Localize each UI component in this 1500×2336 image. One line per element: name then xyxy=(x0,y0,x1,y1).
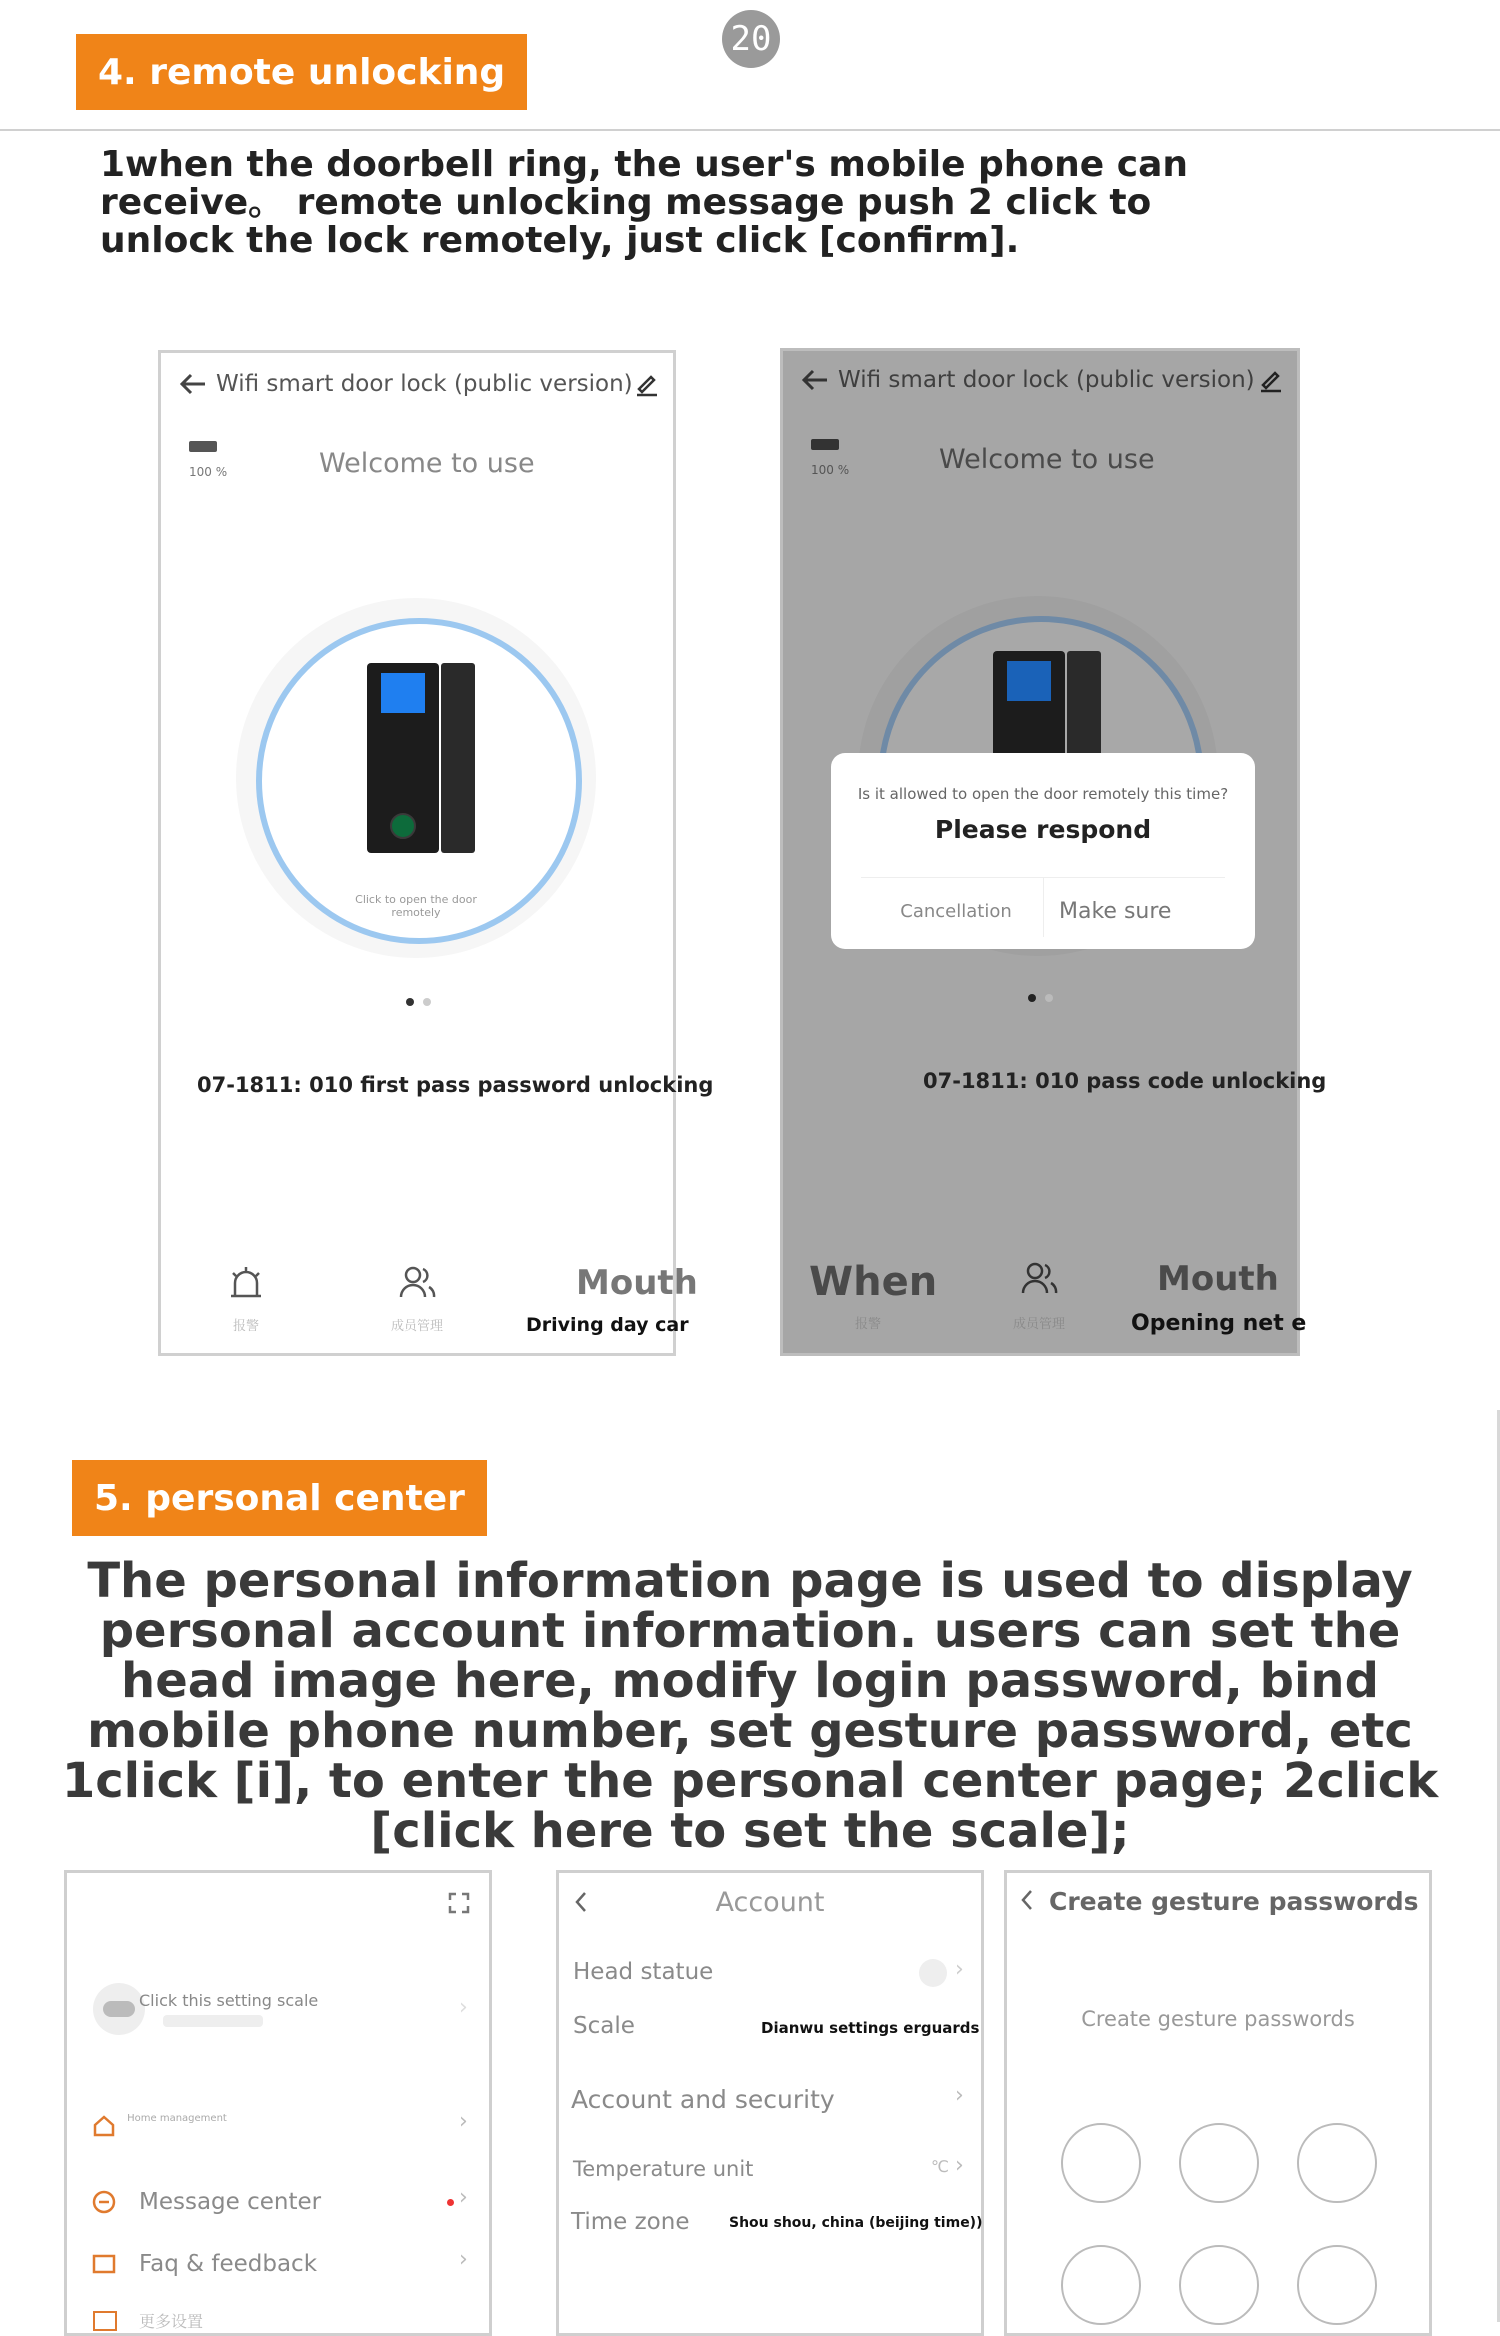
message-icon[interactable] xyxy=(91,2189,117,2215)
unlock-log: 07-1811: 010 first pass password unlocking xyxy=(197,1073,714,1097)
temperature-unit-label[interactable]: Temperature unit xyxy=(573,2157,754,2181)
battery-level: 100 % xyxy=(189,465,228,479)
pager-dot xyxy=(423,998,431,1006)
remote-unlock-dialog xyxy=(831,753,1255,949)
avatar-placeholder-icon xyxy=(103,2001,135,2017)
settings-icon[interactable] xyxy=(93,2311,117,2331)
page-number-badge: 20 xyxy=(722,10,780,68)
lock-handle-image xyxy=(441,663,475,853)
setting-scale-hint[interactable]: Click this setting scale xyxy=(139,1991,319,2010)
scale-value[interactable]: Dianwu settings erguards xyxy=(761,2019,980,2037)
welcome-text: Welcome to use xyxy=(939,444,1155,475)
account-screen xyxy=(556,1870,984,2336)
chevron-right-icon[interactable]: › xyxy=(459,2247,468,2272)
members-icon[interactable] xyxy=(399,1265,437,1299)
chevron-right-icon[interactable]: › xyxy=(955,2083,964,2108)
account-security-label[interactable]: Account and security xyxy=(571,2085,835,2114)
pager-dot-active xyxy=(406,998,414,1006)
scale-label[interactable]: Scale xyxy=(573,2013,635,2039)
home-management-label[interactable]: Home management xyxy=(127,2113,227,2124)
time-zone-label[interactable]: Time zone xyxy=(571,2209,690,2235)
members-icon[interactable] xyxy=(1021,1261,1059,1295)
app-title: Wifi smart door lock (public version) xyxy=(216,371,633,397)
app-title: Wifi smart door lock (public version) xyxy=(838,367,1255,393)
nav-mine-title[interactable]: Mouth xyxy=(576,1263,698,1303)
unread-dot xyxy=(447,2199,454,2206)
head-statue-label[interactable]: Head statue xyxy=(573,1959,714,1985)
pager-dot xyxy=(1045,994,1053,1002)
nav-alarm-title[interactable]: When xyxy=(809,1259,938,1305)
faq-label[interactable]: Faq & feedback xyxy=(139,2251,318,2277)
temperature-unit-value[interactable]: ℃ xyxy=(931,2157,949,2176)
gesture-node[interactable] xyxy=(1297,2123,1377,2203)
lock-image xyxy=(367,663,439,853)
personal-center-screen xyxy=(64,1870,492,2336)
dialog-button-divider xyxy=(1043,877,1044,937)
alarm-icon[interactable] xyxy=(227,1265,265,1301)
battery-icon xyxy=(811,439,839,450)
gesture-node[interactable] xyxy=(1297,2245,1377,2325)
nav-mine-title[interactable]: Mouth xyxy=(1157,1259,1279,1299)
gesture-subtitle: Create gesture passwords xyxy=(1081,2007,1355,2031)
nav-mine-label[interactable]: Opening net e xyxy=(1131,1311,1307,1336)
faq-icon[interactable] xyxy=(91,2251,117,2277)
nav-members-label[interactable]: 成员管理 xyxy=(1013,1317,1066,1332)
nav-members-label[interactable]: 成员管理 xyxy=(391,1319,444,1334)
click-to-open-hint: Click to open the door remotely xyxy=(355,893,477,919)
chevron-right-icon[interactable]: › xyxy=(955,1957,964,1982)
section-4-tag: 4. remote unlocking xyxy=(76,34,527,110)
time-zone-value[interactable]: Shou shou, china (beijing time)) xyxy=(729,2215,983,2231)
welcome-text: Welcome to use xyxy=(319,448,535,479)
chevron-right-icon[interactable]: › xyxy=(459,2185,468,2210)
page-title: Create gesture passwords xyxy=(1049,1887,1419,1916)
gesture-node[interactable] xyxy=(1061,2123,1141,2203)
nav-alarm-label[interactable]: 报警 xyxy=(855,1317,882,1332)
phone-screen-home xyxy=(158,350,714,1356)
battery-icon xyxy=(189,441,217,452)
nav-mine-label[interactable]: Driving day car xyxy=(526,1314,689,1336)
page-title: Account xyxy=(715,1887,825,1918)
battery-level: 100 % xyxy=(811,463,850,477)
confirm-button[interactable]: Make sure xyxy=(1059,899,1172,924)
gesture-password-screen xyxy=(1004,1870,1432,2336)
section-5-tag: 5. personal center xyxy=(72,1460,487,1536)
pager-dot-active xyxy=(1028,994,1036,1002)
home-icon[interactable] xyxy=(91,2113,117,2139)
message-center-label[interactable]: Message center xyxy=(139,2189,322,2215)
chevron-left-icon[interactable] xyxy=(1017,1887,1037,1913)
back-arrow-icon[interactable] xyxy=(801,367,829,393)
cancel-button[interactable]: Cancellation xyxy=(900,901,1012,922)
avatar[interactable] xyxy=(919,1959,947,1987)
edit-pencil-icon[interactable] xyxy=(635,371,659,397)
dialog-question: Is it allowed to open the door remotely this time? xyxy=(857,785,1229,803)
unlock-log: 07-1811: 010 pass code unlocking xyxy=(923,1069,1327,1093)
chevron-right-icon[interactable]: › xyxy=(459,2109,468,2134)
dialog-title: Please respond xyxy=(934,815,1152,844)
section-4-intro: 1when the doorbell ring, the user's mobile phone can receive。 remote unlocking message push 2 click to unlock the lock remotely, just click [confirm]. xyxy=(100,144,1188,261)
divider xyxy=(0,129,1500,131)
more-settings-label[interactable]: 更多设置 xyxy=(139,2312,204,2331)
section-5-intro: The personal information page is used to display personal account information. users can set the head image here, modify login password, bind mobile phone number, set gesture password, etc 1click [i], to enter the personal center page; 2click [click here to set the scale]; xyxy=(61,1553,1439,1859)
account-id-blurred xyxy=(163,2015,263,2027)
gesture-node[interactable] xyxy=(1179,2123,1259,2203)
expand-icon[interactable] xyxy=(447,1891,471,1915)
back-arrow-icon[interactable] xyxy=(179,371,207,397)
phone-screen-remote-request xyxy=(780,348,1327,1356)
chevron-right-icon[interactable]: › xyxy=(955,2153,964,2178)
gesture-node[interactable] xyxy=(1179,2245,1259,2325)
nav-alarm-label[interactable]: 报警 xyxy=(233,1319,260,1334)
edit-pencil-icon[interactable] xyxy=(1259,367,1283,393)
gesture-node[interactable] xyxy=(1061,2245,1141,2325)
chevron-right-icon[interactable]: › xyxy=(459,1995,468,2020)
